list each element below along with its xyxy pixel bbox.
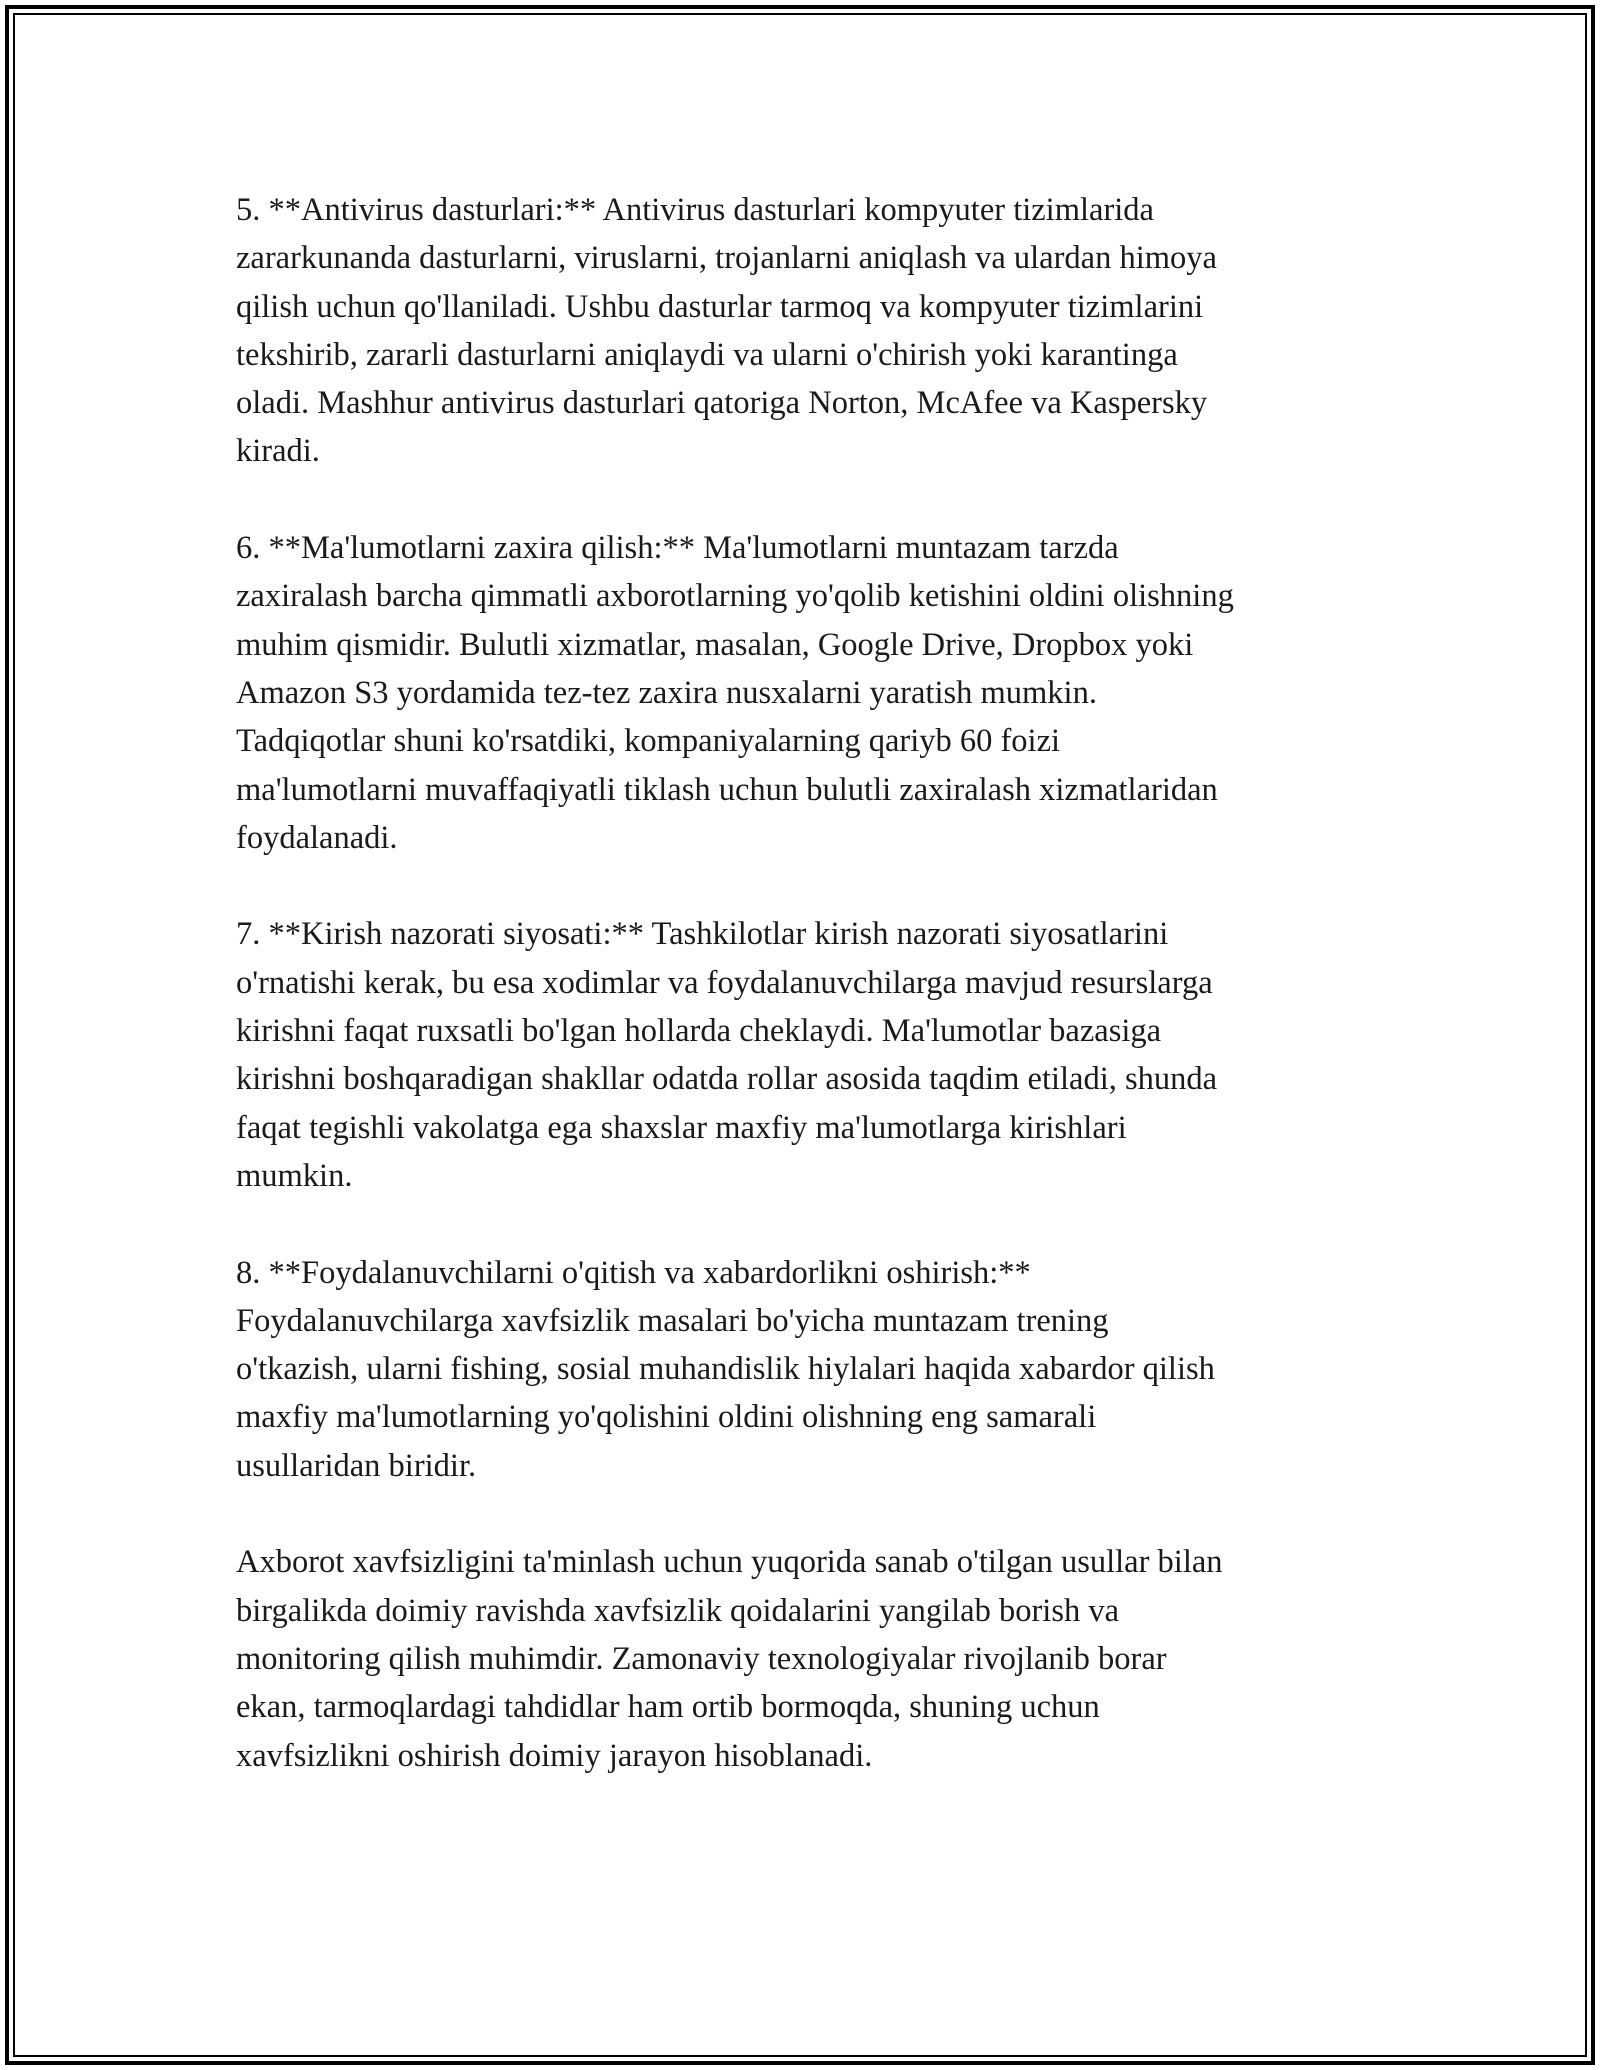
paragraph-antivirus: 5. **Antivirus dasturlari:** Antivirus dasturlari kompyuter tizimlarida zararkunanda dasturlarni, viruslarni, trojanlarni aniqlash va ulardan himoya qilish uchun qo'llaniladi. Ushbu dasturlar tarmoq va kompyuter tizimlarini tekshirib, zararli dasturlarni aniqlaydi va ularni o'chirish yoki karantinga oladi. Mashhur antivirus dasturlari qatoriga Norton, McAfee va Kaspersky kiradi. [236, 192, 1217, 470]
paragraph-access-control: 7. **Kirish nazorati siyosati:** Tashkilotlar kirish nazorati siyosatlarini o'rnatishi kerak, bu esa xodimlar va foydalanuvchilarga mavjud resurslarga kirishni faqat ruxsatli bo'lgan hollarda cheklaydi. Ma'lumotlar bazasiga kirishni boshqaradigan shakllar odatda rollar asosida taqdim etiladi, shunda faqat tegishli vakolatga ega shaxslar maxfiy ma'lumotlarga kirishlari mumkin. [236, 916, 1218, 1194]
paragraph-user-training: 8. **Foydalanuvchilarni o'qitish va xabardorlikni oshirish:** Foydalanuvchilarga xavfsizlik masalari bo'yicha muntazam trening o'tkazish, ularni fishing, sosial muhandislik hiylalari haqida xabardor qilish maxfiy ma'lumotlarning yo'qolishini oldini olishning eng samarali usullaridan biridir. [236, 1254, 1215, 1484]
paragraph-data-backup: 6. **Ma'lumotlarni zaxira qilish:** Ma'lumotlarni muntazam tarzda zaxiralash barcha qimmatli axborotlarning yo'qolib ketishini oldini olishning muhim qismidir. Bulutli xizmatlar, masalan, Google Drive, Dropbox yoki Amazon S3 yordamida tez-tez zaxira nusxalarni yaratish mumkin. Tadqiqotlar shuni ko'rsatdiki, kompaniyalarning qariyb 60 foizi ma'lumotlarni muvaffaqiyatli tiklash uchun bulutli zaxiralash xizmatlaridan foydalanadi. [236, 530, 1234, 856]
paragraph-conclusion: Axborot xavfsizligini ta'minlash uchun yuqorida sanab o'tilgan usullar bilan birgalikda doimiy ravishda xavfsizlik qoidalarini yangilab borish va monitoring qilish muhimdir. Zamonaviy texnologiyalar rivojlanib borar ekan, tarmoqlardagi tahdidlar ham ortib bormoqda, shuning uchun xavfsizlikni oshirish doimiy jarayon hisoblanadi. [236, 1544, 1223, 1774]
document-body [236, 186, 1376, 1780]
